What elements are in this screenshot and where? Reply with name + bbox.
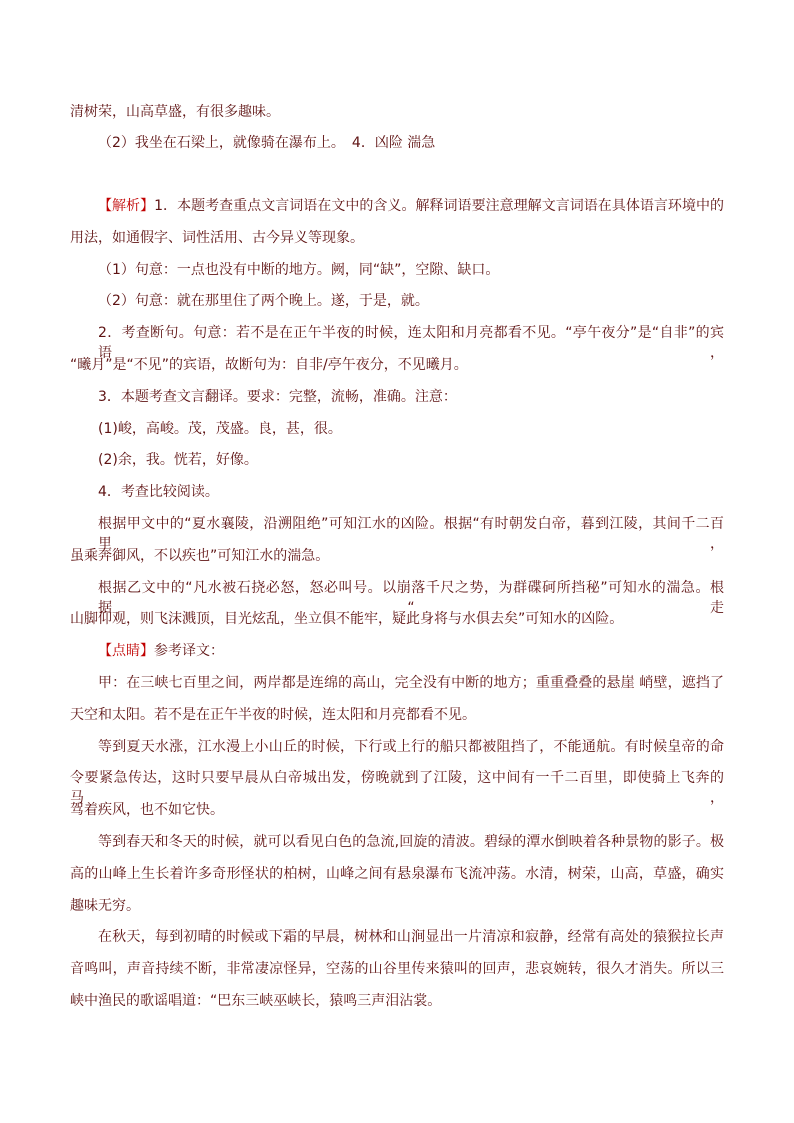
text-line	[70, 800, 724, 820]
line-text: 3．本题考查文言翻译。要求：完整，流畅，准确。注意：	[98, 388, 457, 405]
line-text: 4．考查比较阅读。	[98, 484, 219, 501]
text-line	[70, 355, 724, 375]
text-line	[98, 387, 724, 407]
line-text: 1．本题考查重点文言词语在文中的含义。解释词语要注意理解文言词语在具体语言环境中的	[154, 198, 725, 214]
section-heading-line	[98, 641, 724, 661]
line-text: 音鸣叫，声音持续不断，非常凄凉怪异，空荡的山谷里传来猿叫的回声，悲哀婉转，很久才消失。所以三	[70, 961, 724, 978]
text-line	[70, 228, 724, 248]
line-text: 根据甲文中的“夏水襄陵，沿溯阻绝”可知江水的凶险。根据“有时朝发白帝，暮到江陵，其间千二百里，	[98, 516, 724, 552]
line-text: 清树荣，山高草盛，有很多趣味。	[70, 104, 280, 120]
line-text: 根据乙文中的“凡水被石挠必怒，怒必叫号。以崩落千尺之势，为群碟砢所挡秘”可知水的湍急。根据“走	[98, 579, 724, 616]
line-text: (1)峻，高峻。茂，茂盛。良，甚，很。	[98, 420, 342, 437]
text-line	[70, 959, 724, 979]
text-line	[98, 927, 724, 947]
text-line	[98, 291, 724, 311]
line-text: 山脚仰观，则飞沫溅顶，目光炫乱，坐立俱不能牢，疑此身将与水俱去矣”可知水的凶险。	[70, 611, 624, 628]
line-text: 高的山峰上生长着许多奇形怪状的柏树，山峰之间有悬泉瀑布飞流冲荡。水清，树荣，山高，草盛，确实	[70, 865, 724, 882]
text-line	[70, 546, 724, 566]
text-line	[98, 514, 724, 552]
text-line	[98, 578, 724, 616]
text-line	[98, 323, 724, 362]
text-line	[70, 864, 724, 884]
line-text: 令要紧急传达，这时只要早晨从白帝城出发，傍晚就到了江陵，这中间有一千二百里，即使骑上飞奔的马，	[70, 770, 724, 807]
text-line	[98, 260, 724, 280]
line-text: “曦月”是“不见”的宾语，故断句为：自非/亭午夜分，不见曦月。	[70, 357, 468, 373]
text-line	[70, 705, 724, 725]
text-line	[70, 102, 724, 122]
line-text: 驾着疾风，也不如它快。	[70, 802, 224, 819]
line-text: 天空和太阳。若不是在正午半夜的时候，连太阳和月亮都看不见。	[70, 706, 476, 723]
text-line	[70, 768, 724, 807]
line-text: 用法，如通假字、词性活用、古今异义等现象。	[70, 229, 364, 246]
text-line	[98, 133, 724, 153]
text-line	[98, 419, 724, 439]
line-text: 虽乘奔御风，不以疾也”可知江水的湍急。	[70, 547, 330, 564]
line-text: 等到夏天水涨，江水漫上小山丘的时候，下行或上行的船只都被阻挡了，不能通航。有时候皇帝的命	[98, 738, 724, 755]
section-label: 【点睛】	[98, 643, 154, 660]
line-text: （2）句意：就在那里住了两个晚上。遂，于是，就。	[98, 293, 429, 310]
line-text: （2）我坐在石梁上，就像骑在瀑布上。 4．凶险 湍急	[98, 135, 436, 151]
line-text: 等到春天和冬天的时候，就可以看见白色的急流,回旋的清波。碧绿的潭水倒映着各种景物的影子。极	[98, 834, 724, 850]
text-line	[98, 832, 724, 852]
text-line	[70, 896, 724, 916]
line-text: 在秋天，每到初晴的时候或下霜的早晨，树林和山涧显出一片清凉和寂静，经常有高处的猿猴拉长声	[98, 929, 724, 946]
section-label: 【解析】	[98, 198, 155, 214]
text-line	[98, 482, 724, 502]
line-text: 峡中渔民的歌谣唱道：“巴东三峡巫峡长，猿鸣三声泪沾裳。	[70, 993, 442, 1009]
text-line	[70, 991, 724, 1011]
section-heading-line	[98, 196, 724, 216]
line-text: （1）句意：一点也没有中断的地方。阙，同“缺”，空隙、缺口。	[98, 261, 500, 278]
line-text: (2)余，我。恍若，好像。	[98, 452, 258, 469]
line-text: 趣味无穷。	[70, 897, 140, 914]
line-text: 甲：在三峡七百里之间，两岸都是连绵的高山，完全没有中断的地方；重重叠叠的悬崖 峭壁，遮挡了	[98, 675, 724, 691]
text-line	[70, 609, 724, 629]
text-line	[98, 450, 724, 470]
text-line	[98, 737, 724, 757]
line-text: 2．考查断句。句意：若不是在正午半夜的时候，连太阳和月亮都看不见。“亭午夜分”是“自非”的宾语，	[98, 325, 724, 362]
line-text: 参考译文：	[154, 643, 224, 660]
text-line	[98, 673, 724, 693]
